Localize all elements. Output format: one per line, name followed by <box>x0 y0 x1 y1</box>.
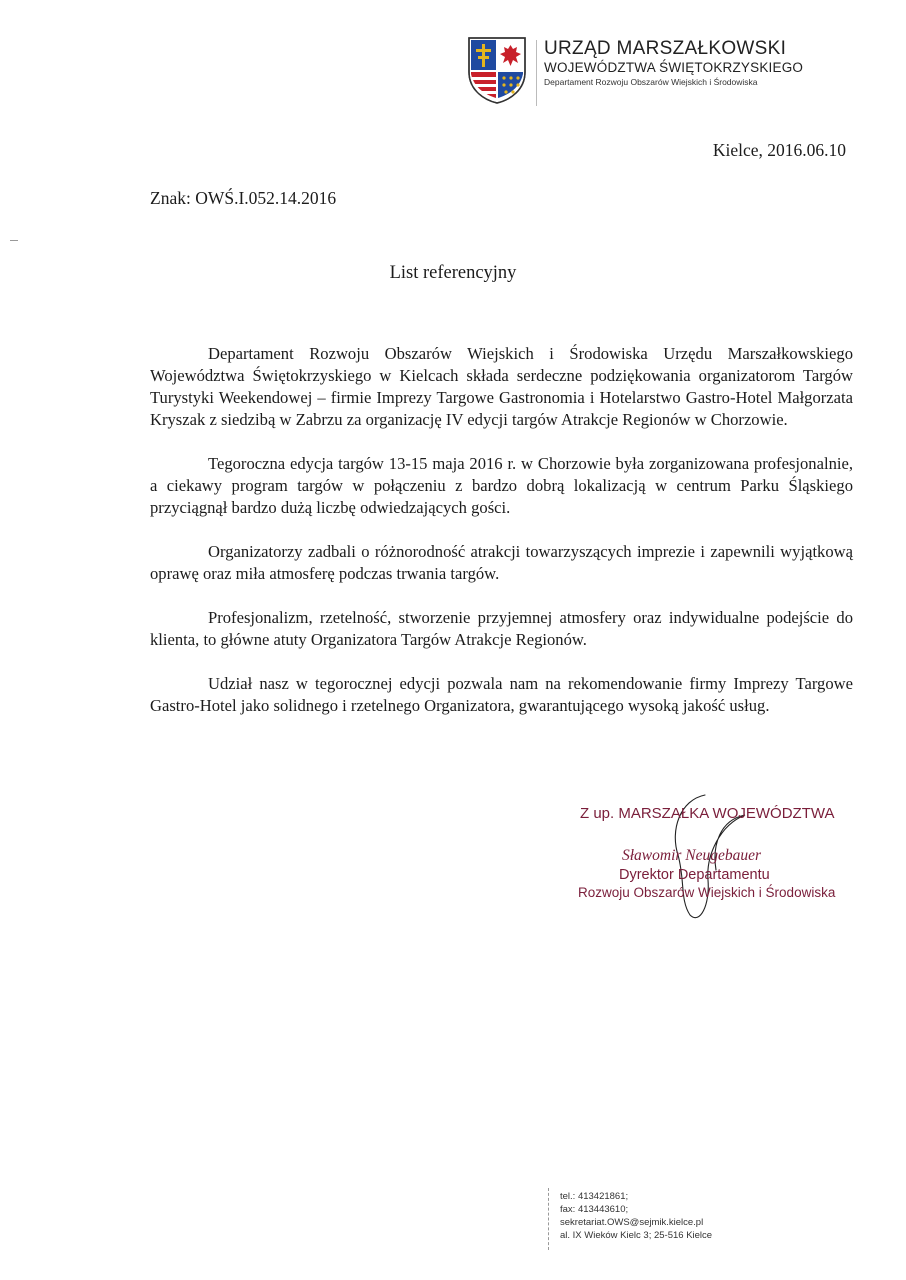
signatory-name: Sławomir Neugebauer <box>622 847 762 864</box>
letterhead-divider <box>536 40 537 106</box>
body-paragraph: Udział nasz w tegorocznej edycji pozwala nam na rekomendowanie firmy Imprezy Targowe Gastro-Hotel jako solidnego i rzetelnego Organizatora, gwarantującego wysoką jakość usług. <box>150 674 853 715</box>
footer-email: sekretariat.OWS@sejmik.kielce.pl <box>560 1217 704 1228</box>
body-paragraph: Departament Rozwoju Obszarów Wiejskich i Środowiska Urzędu Marszałkowskiego Województwa Świętokrzyskiego w Kielcach składa serdeczne podziękowania organizatorom Targów Turystyki Weekendowej – firmie Imprezy Targowe Gastronomia i Hotelarstwo Gastro-Hotel Małgorzata Kryszak z siedzibą w Zabrzu za organizację IV edycji targów Atrakcje Regionów w Chorzowie. <box>150 344 853 429</box>
signatory-department: Rozwoju Obszarów Wiejskich i Środowiska <box>578 885 836 900</box>
signature-stamp <box>560 805 860 915</box>
footer-phone: tel.: 413421861; <box>560 1191 629 1202</box>
body-paragraph: Profesjonalizm, rzetelność, stworzenie przyjemnej atmosfery oraz indywidualne podejście do klienta, to główne atuty Organizatora Targów Atrakcje Regionów. <box>150 608 853 649</box>
signature-authority: Z up. MARSZAŁKA WOJEWÓDZTWA <box>580 805 835 822</box>
scan-edge-mark <box>10 240 18 241</box>
contact-footer <box>560 1190 712 1242</box>
signatory-role: Dyrektor Departamentu <box>619 867 770 883</box>
coat-of-arms-icon <box>466 36 528 104</box>
body-paragraph: Tegoroczna edycja targów 13-15 maja 2016 r. w Chorzowie była zorganizowana profesjonalnie, a ciekawy program targów w połączeniu z bardzo dobrą lokalizacją w centrum Parku Śląskiego przyciągnął bardzo dużą liczbę odwiedzających gości. <box>150 454 853 517</box>
footer-divider <box>548 1188 549 1250</box>
letterhead <box>466 36 886 106</box>
office-department: Departament Rozwoju Obszarów Wiejskich i Środowiska <box>544 77 758 87</box>
office-name: URZĄD MARSZAŁKOWSKI <box>544 38 787 59</box>
document-title: List referencyjny <box>389 263 517 283</box>
footer-address: al. IX Wieków Kielc 3; 25-516 Kielce <box>560 1230 713 1241</box>
letter-body <box>150 343 853 739</box>
footer-fax: fax: 413443610; <box>560 1204 629 1215</box>
letterhead-text <box>544 38 803 88</box>
body-paragraph: Organizatorzy zadbali o różnorodność atrakcji towarzyszących imprezie i zapewnili wyjątkową oprawę oraz miła atmosferę podczas trwania targów. <box>150 542 853 583</box>
office-region: WOJEWÓDZTWA ŚWIĘTOKRZYSKIEGO <box>544 60 804 75</box>
place-date: Kielce, 2016.06.10 <box>712 140 846 160</box>
reference-number: Znak: OWŚ.I.052.14.2016 <box>150 188 337 208</box>
